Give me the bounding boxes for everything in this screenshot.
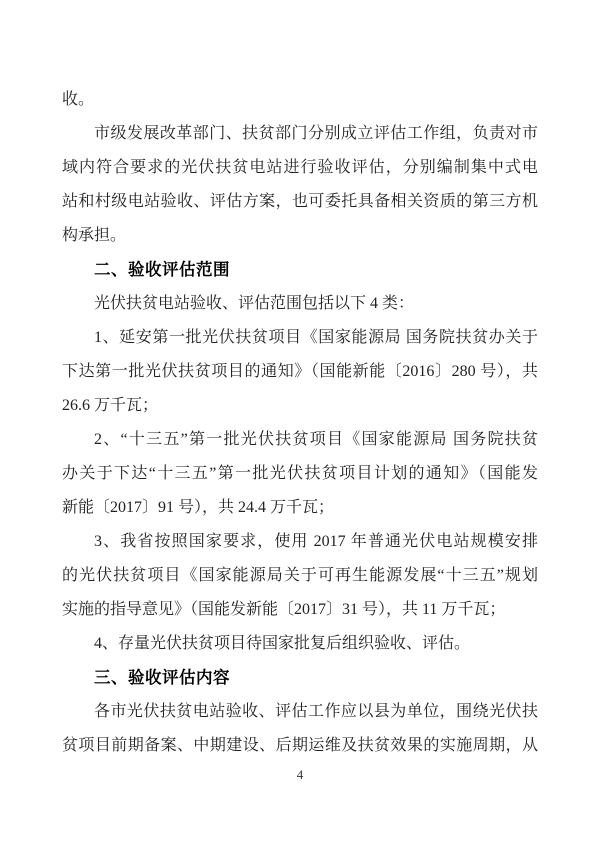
text-line: 2、“十三五”第一批光伏扶贫项目《国家能源局 国务院扶贫	[94, 431, 538, 448]
text-line: 1、延安第一批光伏扶贫项目《国家能源局 国务院扶贫办关于	[94, 329, 538, 346]
text-line: 各市光伏扶贫电站验收、评估工作应以县为单位，围绕光伏扶	[94, 703, 538, 720]
text-line: 构承担。	[62, 227, 127, 244]
text-line: 收。	[62, 91, 95, 108]
text-line: 光伏扶贫电站验收、评估范围包括以下 4 类：	[94, 295, 415, 312]
text-line: 市级发展改革部门、扶贫部门分别成立评估工作组，负责对市	[94, 125, 538, 142]
section-heading: 三、验收评估内容	[94, 669, 230, 687]
section-heading: 二、验收评估范围	[94, 261, 230, 279]
text-line: 站和村级电站验收、评估方案，也可委托具备相关资质的第三方机	[62, 193, 538, 210]
text-line: 域内符合要求的光伏扶贫电站进行验收评估，分别编制集中式电	[62, 159, 538, 176]
text-line: 实施的指导意见》（国能发新能〔2017〕31 号），共 11 万千瓦；	[62, 601, 506, 618]
page-number: 4	[296, 767, 304, 782]
text-line: 26.6 万千瓦；	[62, 397, 159, 414]
text-line: 贫项目前期备案、中期建设、后期运维及扶贫效果的实施周期，从	[62, 737, 538, 754]
text-line: 新能〔2017〕91 号），共 24.4 万千瓦；	[62, 499, 335, 516]
text-line: 办关于下达“十三五”第一批光伏扶贫项目计划的通知》（国能发	[62, 465, 538, 482]
text-line: 4、存量光伏扶贫项目待国家批复后组织验收、评估。	[94, 635, 471, 652]
text-line: 下达第一批光伏扶贫项目的通知》（国能新能〔2016〕280 号），共	[62, 363, 538, 380]
document-body	[62, 83, 538, 763]
text-line: 的光伏扶贫项目《国家能源局关于可再生能源发展“十三五”规划	[62, 567, 538, 584]
text-line: 3、我省按照国家要求，使用 2017 年普通光伏电站规模安排	[94, 533, 538, 550]
